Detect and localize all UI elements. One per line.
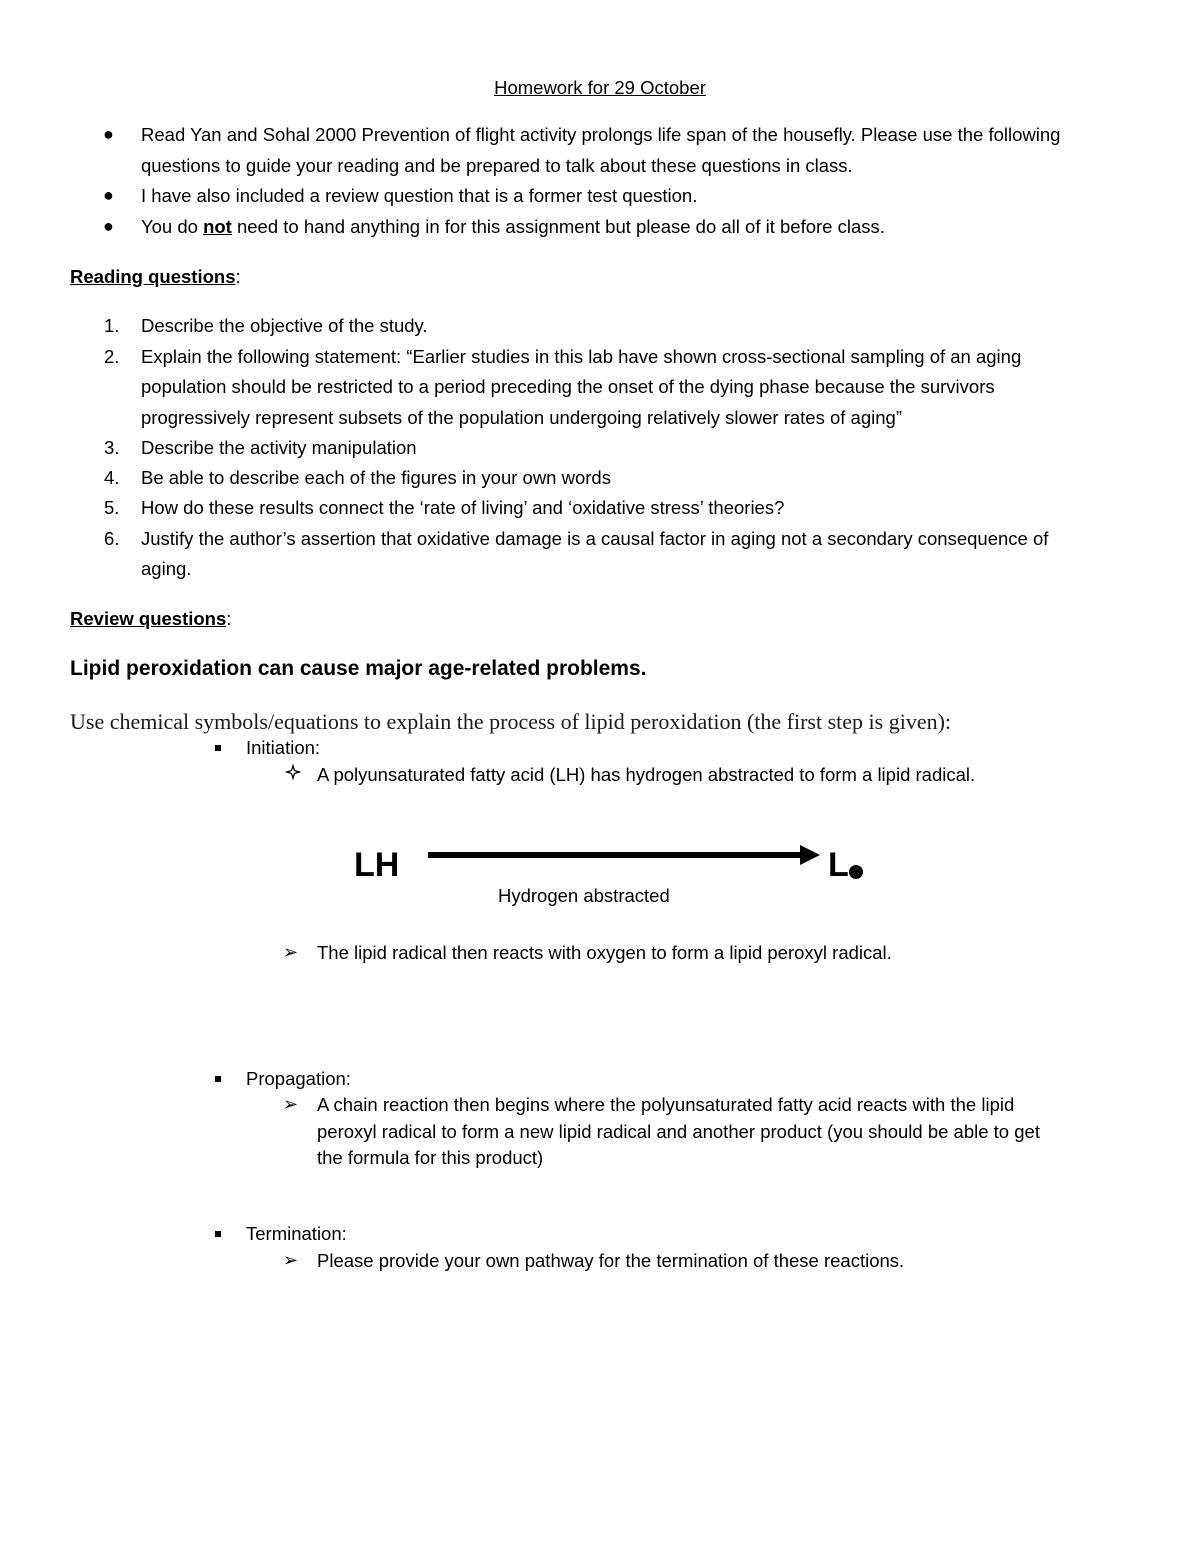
arrowhead-bullet-icon: ➢ (283, 1094, 299, 1114)
propagation-label: Propagation: (246, 1068, 351, 1089)
question-4: Be able to describe each of the figures in your own words (141, 467, 611, 488)
arrow-label: Hydrogen abstracted (498, 885, 670, 906)
review-questions-heading (70, 603, 231, 634)
intro-bullet-1-line-1: Read Yan and Sohal 2000 Prevention of flight activity prolongs life span of the housefly. Please use the following (141, 124, 1061, 145)
question-number: 1. (104, 315, 120, 336)
termination-label: Termination: (246, 1223, 347, 1244)
intro-bullet-3 (141, 211, 885, 242)
square-bullet-icon (215, 1076, 221, 1082)
question-2-line-1: Explain the following statement: “Earlier studies in this lab have shown cross-sectional sampling of an aging (141, 346, 1022, 367)
initiation-point: A polyunsaturated fatty acid (LH) has hydrogen abstracted to form a lipid radical. (317, 764, 976, 785)
square-bullet-icon (215, 1231, 221, 1237)
question-1: Describe the objective of the study. (141, 315, 428, 336)
question-number: 6. (104, 528, 120, 549)
diamond-bullet-icon (284, 763, 302, 781)
question-2-line-3: progressively represent subsets of the population undergoing relatively slower rates of aging” (141, 407, 902, 428)
radical-dot-icon (849, 865, 863, 879)
question-2-line-2: population should be restricted to a period preceding the onset of the dying phase because the survivors (141, 376, 995, 397)
review-statement: Lipid peroxidation can cause major age-related problems. (70, 657, 647, 680)
bullet-icon: ● (103, 124, 114, 144)
intro-bullet-2: I have also included a review question that is a former test question. (141, 185, 698, 206)
intro-bullet-1-line-2: questions to guide your reading and be prepared to talk about these questions in class. (141, 155, 853, 176)
bullet-icon: ● (103, 185, 114, 205)
review-heading-text: Review questions (70, 608, 227, 629)
initiation-followup: The lipid radical then reacts with oxygen to form a lipid peroxyl radical. (317, 942, 892, 963)
question-5: How do these results connect the ‘rate of living’ and ‘oxidative stress’ theories? (141, 497, 785, 518)
reading-heading-colon: : (235, 266, 241, 287)
question-6-line-1: Justify the author’s assertion that oxidative damage is a causal factor in aging not a secondary consequence of (141, 528, 1049, 549)
intro-bullet-3-part-1: You do (141, 216, 204, 237)
propagation-line-3: the formula for this product) (317, 1147, 544, 1168)
reading-questions-heading (70, 261, 241, 292)
termination-point: Please provide your own pathway for the termination of these reactions. (317, 1250, 905, 1271)
bullet-icon: ● (103, 216, 114, 236)
question-number: 3. (104, 437, 120, 458)
question-number: 5. (104, 497, 120, 518)
reaction-arrow-icon (428, 842, 824, 872)
initiation-label: Initiation: (246, 737, 321, 758)
review-instruction: Use chemical symbols/equations to explain the process of lipid peroxidation (the first step is given): (70, 709, 952, 734)
question-number: 2. (104, 346, 120, 367)
reactant-lh: LH (354, 846, 400, 884)
arrowhead-bullet-icon: ➢ (283, 1250, 299, 1270)
arrowhead-bullet-icon: ➢ (283, 942, 299, 962)
emphasis-not: not (203, 216, 232, 237)
reading-heading-text: Reading questions (70, 266, 236, 287)
square-bullet-icon (215, 745, 221, 751)
page-title: Homework for 29 October (494, 77, 706, 98)
propagation-line-1: A chain reaction then begins where the polyunsaturated fatty acid reacts with the lipid (317, 1094, 1015, 1115)
intro-bullet-3-part-2: need to hand anything in for this assignment but please do all of it before class. (231, 216, 885, 237)
propagation-line-2: peroxyl radical to form a new lipid radical and another product (you should be able to get (317, 1121, 1040, 1142)
review-heading-colon: : (226, 608, 232, 629)
question-6-line-2: aging. (141, 558, 192, 579)
question-3: Describe the activity manipulation (141, 437, 417, 458)
question-number: 4. (104, 467, 120, 488)
product-lipid-radical: L (828, 846, 849, 884)
